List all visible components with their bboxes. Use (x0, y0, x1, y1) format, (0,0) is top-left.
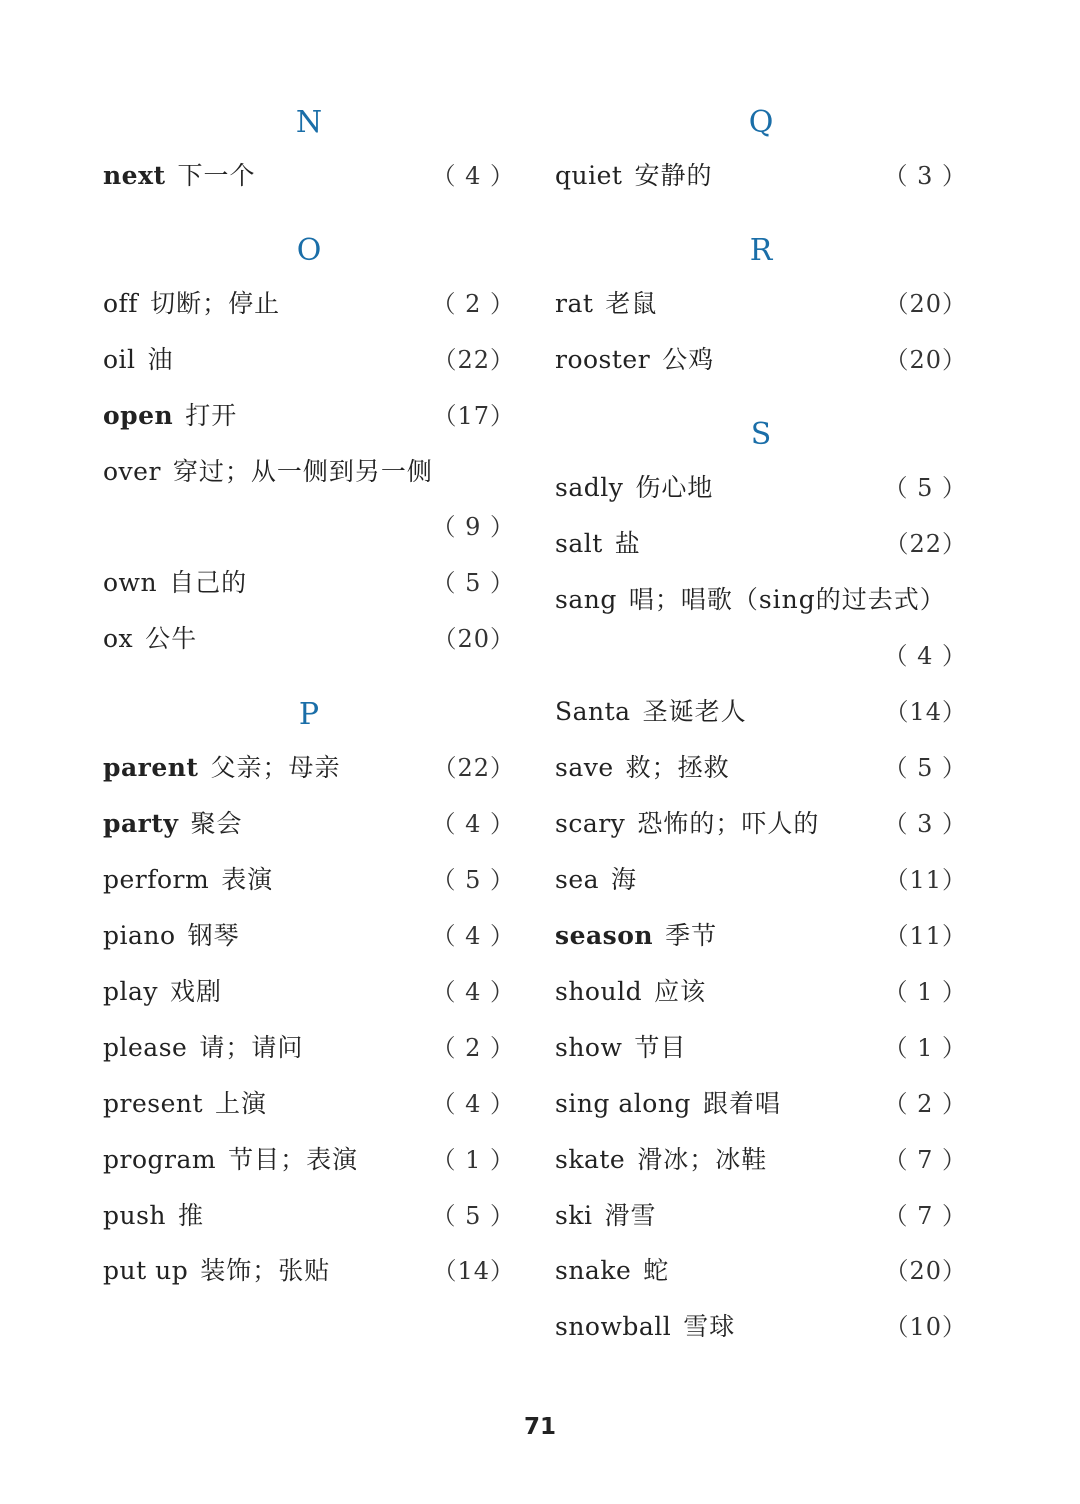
entry-unit: （ 4 ） (883, 642, 967, 670)
entry-unit: （14） (884, 698, 967, 726)
entry-word: scary (555, 809, 626, 838)
entry-meaning: 切断；停止 (150, 289, 281, 318)
entry-meaning: 盐 (614, 529, 641, 558)
vocab-entry (103, 1084, 515, 1124)
entry-unit: （ 2 ） (431, 1034, 515, 1062)
entry-unit: （ 9 ） (431, 513, 515, 541)
entry-meaning: 节目 (634, 1033, 687, 1062)
vocab-entry (103, 284, 515, 324)
vocab-entry-continuation (555, 636, 967, 676)
entry-meaning: 跟着唱 (702, 1089, 781, 1118)
entry-meaning: 上演 (215, 1089, 268, 1118)
entry-unit: （20） (884, 290, 967, 318)
entry-word: program (103, 1145, 217, 1174)
entry-meaning: 公牛 (145, 624, 198, 653)
entry-meaning: 装饰；张贴 (200, 1256, 331, 1285)
entry-meaning: 老鼠 (605, 289, 658, 318)
entry-unit: （ 7 ） (883, 1202, 967, 1230)
vocab-entry (555, 1084, 967, 1124)
entry-word: present (103, 1089, 204, 1118)
entry-unit: （ 3 ） (883, 810, 967, 838)
vocab-entry (555, 860, 967, 900)
entry-meaning: 推 (178, 1201, 205, 1230)
entry-unit: （20） (432, 625, 515, 653)
vocab-entry (555, 1251, 967, 1291)
entry-meaning: 伤心地 (635, 473, 714, 502)
entry-unit: （ 1 ） (431, 1146, 515, 1174)
vocab-entry (555, 804, 967, 844)
entry-unit: （ 2 ） (883, 1090, 967, 1118)
entry-meaning: 节目；表演 (228, 1145, 359, 1174)
entry-meaning: 请；请问 (199, 1033, 304, 1062)
entry-unit: （ 1 ） (883, 1034, 967, 1062)
vocab-entry (555, 1028, 967, 1068)
entry-unit: （ 5 ） (883, 754, 967, 782)
vocab-entry (555, 340, 967, 380)
vocab-entry (103, 804, 515, 844)
entry-word: quiet (555, 161, 623, 190)
entry-meaning: 戏剧 (170, 977, 223, 1006)
vocab-entry (555, 1307, 967, 1347)
entry-word: season (555, 921, 654, 950)
vocab-entry (103, 1251, 515, 1291)
entry-meaning: 油 (147, 345, 174, 374)
vocab-entry (555, 692, 967, 732)
entry-meaning: 圣诞老人 (642, 697, 747, 726)
entry-meaning: 恐怖的；吓人的 (637, 809, 820, 838)
vocab-entry (103, 748, 515, 788)
entry-word: Santa (555, 697, 631, 726)
entry-unit: （14） (432, 1257, 515, 1285)
vocab-entry (103, 452, 515, 492)
vocab-entry (555, 468, 967, 508)
entry-word: perform (103, 865, 210, 894)
entry-word: sadly (555, 473, 624, 502)
vocab-entry (103, 340, 515, 380)
entry-unit: （ 1 ） (883, 978, 967, 1006)
entry-word: snowball (555, 1312, 672, 1341)
entry-word: please (103, 1033, 188, 1062)
vocab-entry (555, 972, 967, 1012)
vocab-entry (103, 396, 515, 436)
vocab-entry (555, 524, 967, 564)
vocab-entry (103, 1028, 515, 1068)
entry-meaning: 表演 (221, 865, 274, 894)
vocab-entry (103, 156, 515, 196)
entry-meaning: 打开 (185, 401, 238, 430)
entry-word: sang (555, 585, 617, 614)
entry-word: rooster (555, 345, 651, 374)
entry-unit: （ 5 ） (883, 474, 967, 502)
entry-word: save (555, 753, 614, 782)
entry-word: next (103, 161, 166, 190)
entry-unit: （22） (432, 754, 515, 782)
entry-word: party (103, 809, 179, 838)
vocab-entry (555, 916, 967, 956)
vocab-entry (103, 563, 515, 603)
entry-unit: （22） (884, 530, 967, 558)
entry-word: oil (103, 345, 136, 374)
entry-unit: （10） (884, 1313, 967, 1341)
entry-unit: （ 4 ） (431, 978, 515, 1006)
entry-meaning: 应该 (654, 977, 707, 1006)
entry-word: over (103, 457, 161, 486)
entry-meaning: 钢琴 (187, 921, 240, 950)
entry-meaning: 滑雪 (604, 1201, 657, 1230)
section-letter-n: N (295, 105, 323, 140)
entry-word: ski (555, 1201, 593, 1230)
vocab-entry (555, 580, 967, 620)
entry-unit: （22） (432, 346, 515, 374)
entry-unit: （ 5 ） (431, 569, 515, 597)
entry-word: sing along (555, 1089, 691, 1118)
entry-unit: （ 4 ） (431, 1090, 515, 1118)
section-letter-q: Q (748, 105, 774, 140)
entry-meaning: 安静的 (634, 161, 713, 190)
entry-meaning: 父亲；母亲 (210, 753, 341, 782)
entry-word: parent (103, 753, 199, 782)
vocab-entry (555, 156, 967, 196)
entry-word: should (555, 977, 643, 1006)
entry-meaning: 雪球 (683, 1312, 736, 1341)
entry-meaning: 公鸡 (662, 345, 715, 374)
entry-unit: （17） (432, 402, 515, 430)
entry-meaning: 季节 (665, 921, 718, 950)
entry-word: skate (555, 1145, 626, 1174)
entry-unit: （ 4 ） (431, 810, 515, 838)
entry-unit: （ 3 ） (883, 162, 967, 190)
entry-word: snake (555, 1256, 632, 1285)
entry-meaning: 下一个 (177, 161, 256, 190)
section-letter-o: O (296, 233, 322, 268)
entry-word: sea (555, 865, 600, 894)
entry-unit: （ 7 ） (883, 1146, 967, 1174)
vocab-entry-continuation (103, 507, 515, 547)
entry-word: rat (555, 289, 594, 318)
vocab-entry (103, 1140, 515, 1180)
vocab-entry (555, 748, 967, 788)
vocab-entry (555, 1196, 967, 1236)
entry-unit: （ 2 ） (431, 290, 515, 318)
entry-word: play (103, 977, 159, 1006)
entry-meaning: 聚会 (190, 809, 243, 838)
entry-meaning: 蛇 (643, 1256, 670, 1285)
entry-meaning: 滑冰；冰鞋 (637, 1145, 768, 1174)
section-letter-r: R (749, 233, 773, 268)
vocab-entry (555, 1140, 967, 1180)
entry-word: off (103, 289, 139, 318)
page-number: 71 (523, 1414, 556, 1440)
entry-unit: （ 5 ） (431, 866, 515, 894)
entry-meaning: 穿过；从一侧到另一侧 (172, 457, 433, 486)
entry-unit: （ 4 ） (431, 922, 515, 950)
entry-word: show (555, 1033, 623, 1062)
entry-word: push (103, 1201, 167, 1230)
entry-unit: （ 4 ） (431, 162, 515, 190)
entry-word: open (103, 401, 174, 430)
section-letter-s: S (750, 417, 772, 452)
section-letter-p: P (298, 697, 320, 732)
vocab-entry (555, 284, 967, 324)
entry-unit: （ 5 ） (431, 1202, 515, 1230)
vocab-entry (103, 1196, 515, 1236)
entry-unit: （11） (884, 922, 967, 950)
entry-meaning: 救；拯救 (625, 753, 730, 782)
entry-unit: （20） (884, 1257, 967, 1285)
vocab-entry (103, 916, 515, 956)
entry-meaning: 海 (611, 865, 638, 894)
vocab-entry (103, 860, 515, 900)
entry-meaning: 自己的 (169, 568, 248, 597)
vocab-entry (103, 619, 515, 659)
entry-meaning: 唱；唱歌（sing的过去式） (628, 585, 946, 614)
entry-word: ox (103, 624, 134, 653)
entry-word: put up (103, 1256, 189, 1285)
entry-word: salt (555, 529, 603, 558)
entry-unit: （20） (884, 346, 967, 374)
entry-word: piano (103, 921, 176, 950)
vocab-entry (103, 972, 515, 1012)
entry-unit: （11） (884, 866, 967, 894)
entry-word: own (103, 568, 158, 597)
